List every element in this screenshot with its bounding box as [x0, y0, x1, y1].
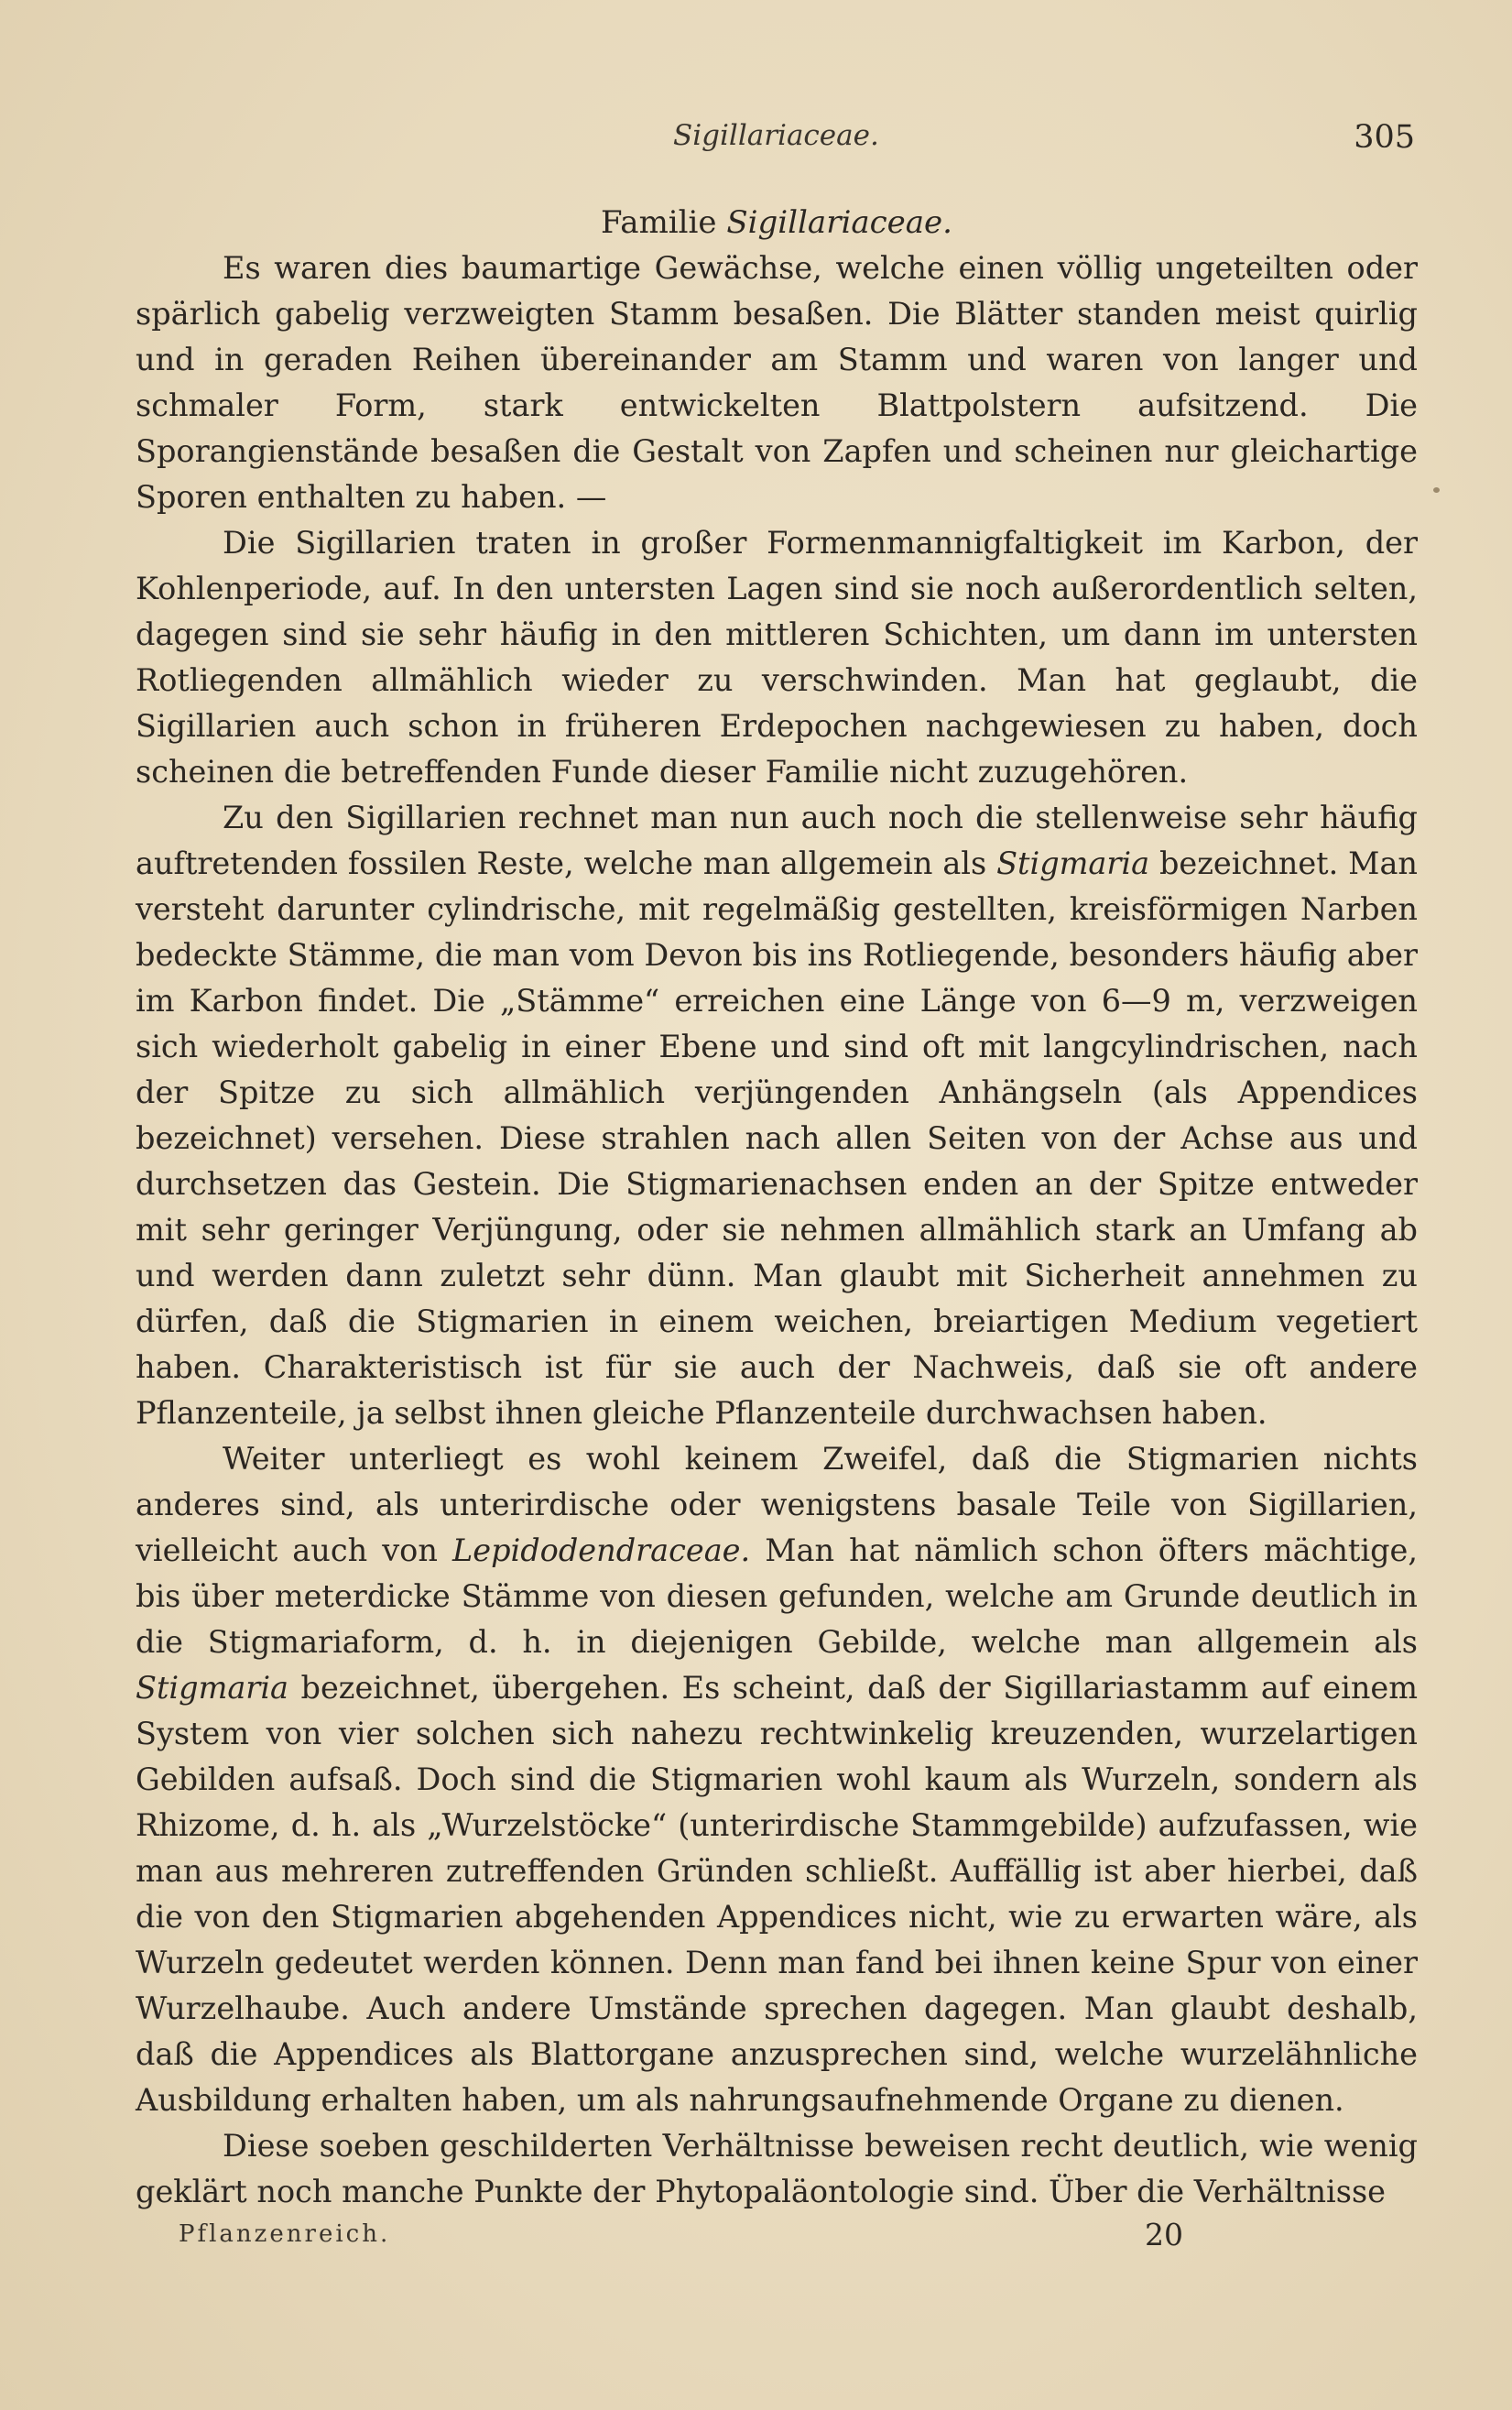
paragraph-5: Diese soeben geschilderten Verhältnisse beweisen recht deutlich, wie wenig geklärt noch manche Punkte der Phytopaläontologie sind. Über die Verhältnisse: [136, 2128, 1418, 2209]
section-title: [136, 200, 1418, 245]
running-title: Sigillariaceae.: [673, 119, 879, 152]
section-title-prefix: Familie: [601, 204, 727, 241]
running-head: [179, 119, 1415, 165]
footer-book-title: Pflanzenreich.: [179, 2220, 391, 2248]
paragraph-4: [136, 1436, 1418, 2123]
taxon-stigmaria-2: Stigmaria: [136, 1670, 289, 1706]
paragraph-3-text-b: bezeichnet. Man versteht darunter cylindrische, mit regelmäßig gestellten, kreisförmigen Narben bedeckte Stämme, die man vom Devon bis ins Rotliegende, besonders häufig aber im Karbon findet. Die „Stämme“ erreichen eine Länge von 6—9 m, verzweigen sich wiederholt gabelig in einer Ebene und sind oft mit langcylindrischen, nach der Spitze zu sich allmählich verjüngenden Anhängseln (als Appendices bezeichnet) versehen. Diese strahlen nach allen Seiten von der Achse aus und durchsetzen das Gestein. Die Stigmarienachsen enden an der Spitze entweder mit sehr geringer Verjüngung, oder sie nehmen allmählich stark an Umfang ab und werden dann zuletzt sehr dünn. Man glaubt mit Sicherheit annehmen zu dürfen, daß die Stigmarien in einem weichen, breiartigen Medium vegetiert haben. Charakteristisch ist für sie auch der Nachweis, daß sie oft andere Pflanzenteile, ja selbst ihnen gleiche Pflanzenteile durchwachsen haben.: [136, 845, 1418, 1431]
section-title-family: Sigillariaceae.: [726, 204, 952, 241]
page-number: 305: [1354, 119, 1415, 156]
paper-speck: [1433, 487, 1440, 493]
taxon-lepidodendraceae: Lepidodendraceae.: [452, 1532, 751, 1568]
paragraph-2: Die Sigillarien traten in großer Formenmannigfaltigkeit im Karbon, der Kohlenperiode, auf. In den untersten Lagen sind sie noch außerordentlich selten, dagegen sind sie sehr häufig in den mittleren Schichten, um dann im untersten Rotliegenden allmählich wieder zu verschwinden. Man hat geglaubt, die Sigillarien auch schon in früheren Erdepochen nachgewiesen zu haben, doch scheinen die betreffenden Funde dieser Familie nicht zuzugehören.: [136, 525, 1418, 790]
paragraph-4-text-c: bezeichnet, übergehen. Es scheint, daß der Sigillariastamm auf einem System von vier solchen sich nahezu rechtwinkelig kreuzenden, wurzelartigen Gebilden aufsaß. Doch sind die Stigmarien wohl kaum als Wurzeln, sondern als Rhizome, d. h. als „Wurzelstöcke“ (unterirdische Stammgebilde) aufzufassen, wie man aus mehreren zutreffenden Gründen schließt. Auffällig ist aber hierbei, daß die von den Stigmarien abgehenden Appendices nicht, wie zu erwarten wäre, als Wurzeln gedeutet werden können. Denn man fand bei ihnen keine Spur von einer Wurzelhaube. Auch andere Umstände sprechen dagegen. Man glaubt deshalb, daß die Appendices als Blattorgane anzusprechen sind, welche wurzelähnliche Ausbildung erhalten haben, um als nahrungsaufnehmende Organe zu dienen.: [136, 1670, 1418, 2118]
paragraph-4-text-a: Weiter unterliegt es wohl keinem Zweifel, daß die Stigmarien nichts anderes sind, als unterirdische oder wenigstens basale Teile von Sigillarien, vielleicht auch von: [136, 1441, 1418, 1568]
paragraph-3: [136, 795, 1418, 1436]
paragraph-4-text-b: Man hat nämlich schon öfters mächtige, bis über meterdicke Stämme von diesen gefunden, welche am Grunde deutlich in die Stigmariaform, d. h. in diejenigen Gebilde, welche man allgemein als: [136, 1532, 1419, 1660]
taxon-stigmaria: Stigmaria: [996, 845, 1150, 881]
body-text: [136, 200, 1418, 2215]
footer-signature-mark: 20: [1145, 2217, 1183, 2252]
paragraph-3-text-a: Zu den Sigillarien rechnet man nun auch noch die stellenweise sehr häufig auftretenden fossilen Reste, welche man allgemein als: [136, 800, 1418, 881]
paragraph-1: Es waren dies baumartige Gewächse, welche einen völlig ungeteilten oder spärlich gabelig verzweigten Stamm besaßen. Die Blätter standen meist quirlig und in geraden Reihen übereinander am Stamm und waren von langer und schmaler Form, stark entwickelten Blattpolstern aufsitzend. Die Sporangienstände besaßen die Gestalt von Zapfen und scheinen nur gleichartige Sporen enthalten zu haben. —: [136, 250, 1418, 515]
